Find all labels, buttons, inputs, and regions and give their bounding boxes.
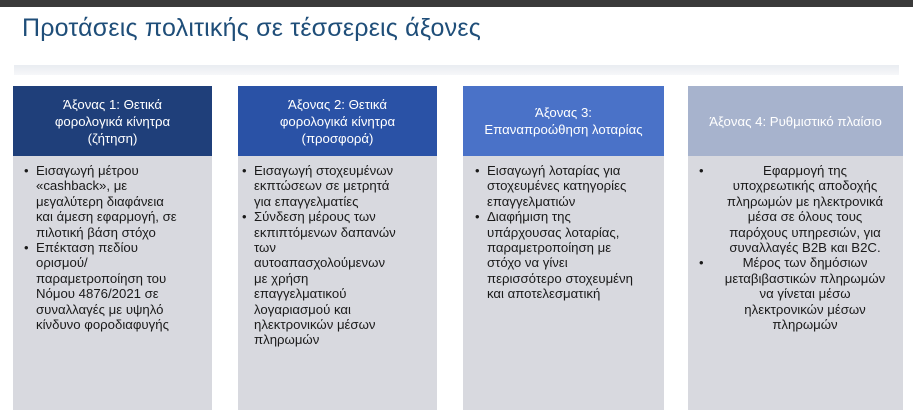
heading-line: Άξονας 3: [535,105,592,120]
item-line: και αποτελεσματική [487,286,601,302]
item-line: πληρωμών με ηλεκτρονικά [726,193,884,209]
bullet-icon: • [24,163,29,178]
heading-line: (ζήτηση) [87,130,138,146]
item-line: ηλεκτρονικών μέσων [744,301,866,317]
item-line: με χρήση [254,270,309,286]
axis-1-list [24,163,206,333]
list-item [475,209,657,302]
axis-1-body [13,156,212,410]
item-line: στόχο να γίνει [487,255,568,271]
heading-line: Άξονας 4: Ρυθμιστικό πλαίσιο [709,113,882,129]
item-line: κίνδυνο φοροδιαφυγής [36,317,169,333]
list-item [699,255,898,333]
axis-3-heading [463,86,664,156]
item-line: να γίνεται μέσω [759,286,851,302]
item-line: υπάρχουσας λοταρίας, [487,224,620,240]
heading-line: (προσφορά) [301,130,374,146]
item-line: Εισαγωγή μέτρου [36,163,139,178]
item-line: Εισαγωγή λοταρίας για [487,163,621,178]
list-item [242,163,432,209]
item-line: αυτοαπασχολούμενων [254,255,386,271]
item-line: επαγγελματιών [487,193,576,209]
item-line: Μέρος των δημόσιων [742,255,868,271]
item-line: «cashback», με [36,178,128,194]
list-item [242,209,432,348]
item-line: επαγγελματικού [254,286,347,302]
item-line: Εφαρμογή της [763,163,847,178]
bullet-icon: • [242,209,247,225]
item-line: Εισαγωγή στοχευμένων [254,163,394,178]
axis-column-1 [13,86,212,410]
item-line: στοχευμένες κατηγορίες [487,178,627,194]
item-line: και άμεση εφαρμογή, σε [36,209,177,225]
heading-line: Άξονας 1: Θετικά [63,96,162,112]
item-line: πληρωμών [772,317,838,333]
bullet-icon: • [699,255,704,271]
item-line: μεταβιβαστικών πληρωμών [724,270,886,286]
item-line: πληρωμών [254,332,320,348]
item-line: Διαφήμιση της [487,209,571,225]
bullet-icon: • [699,163,704,178]
axis-4-body [688,156,903,410]
item-line: των [254,240,276,256]
axis-4-list [699,163,898,333]
axis-column-2 [238,86,437,410]
list-item [24,240,206,333]
axis-2-body [238,156,437,410]
item-line: μέσα σε όλους τους [747,209,863,225]
list-item [24,163,206,240]
bullet-icon: • [475,163,480,178]
heading-line: Άξονας 2: Θετικά [288,96,387,112]
item-line: υποχρεωτικής αποδοχής [732,178,878,194]
bullet-icon: • [475,209,480,225]
item-line: συναλλαγές με υψηλό [36,301,164,317]
item-line: λογαριασμού και [254,301,351,317]
item-line: παρόχους υπηρεσιών, για [729,224,881,240]
item-line: συναλλαγές B2B και B2C. [729,240,881,256]
heading-line: Επαναπροώθηση λοταρίας [484,122,643,137]
item-line: Σύνδεση μέρους των [254,209,376,225]
heading-line: φορολογικά κίνητρα [279,113,396,129]
item-line: μεγαλύτερη διαφάνεια [36,193,164,209]
bullet-icon: • [24,240,29,256]
bullet-icon: • [242,163,247,178]
slide-title: Προτάσεις πολιτικής σε τέσσερεις άξονες [22,14,481,42]
item-line: παραμετροποίηση του [36,270,167,286]
item-line: για επαγγελματίες [254,193,359,209]
title-divider [14,65,899,75]
item-line: ορισμού/ [36,255,88,271]
heading-line: φορολογικά κίνητρα [54,113,171,129]
item-line: Επέκταση πεδίου [36,240,138,256]
axis-2-heading [238,86,437,156]
item-line: Νόμου 4876/2021 σε [36,286,159,302]
axis-3-body [463,156,664,410]
item-line: περισσότερο στοχευμένη [487,270,633,286]
item-line: παραμετροποίηση με [487,240,612,256]
top-border-bar [0,0,913,7]
item-line: πιλοτική βάση στόχο [36,224,156,240]
axis-3-list [475,163,657,302]
axis-1-heading [13,86,212,156]
axis-column-4 [688,86,903,410]
item-line: ηλεκτρονικών μέσων [254,317,376,333]
axis-2-list [242,163,432,348]
axis-4-heading [688,86,903,156]
list-item [475,163,657,209]
list-item [699,163,898,256]
item-line: εκπιπτόμενων δαπανών [254,224,396,240]
item-line: εκπτώσεων σε μετρητά [254,178,390,194]
axis-column-3 [463,86,664,410]
